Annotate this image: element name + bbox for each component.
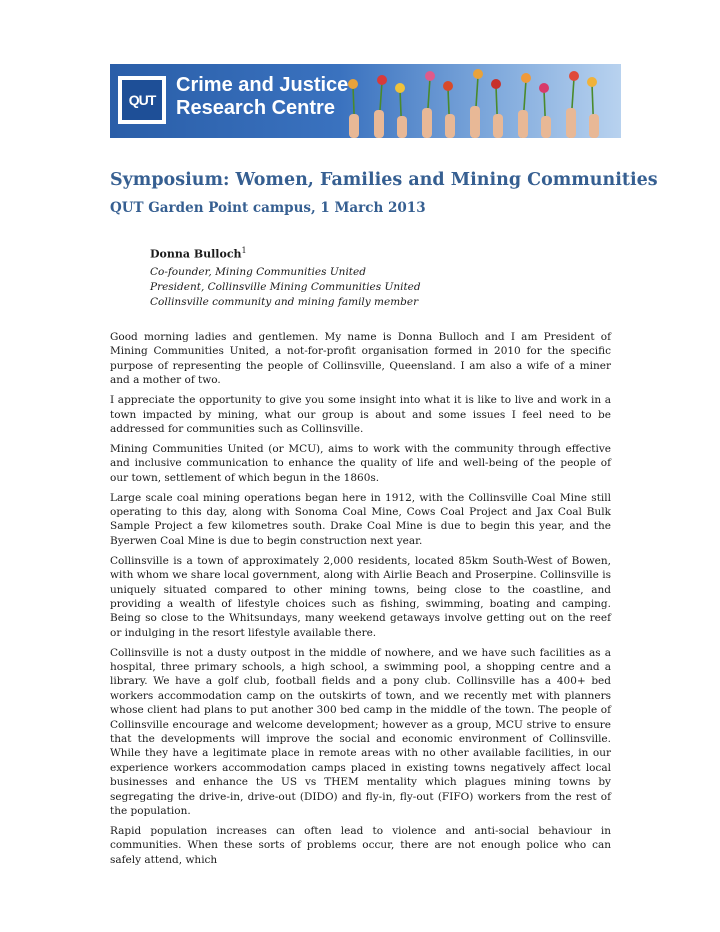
body-paragraph: Collinsville is a town of approximately 2,000 residents, located 85km South-West of Bowen, with whom we share local government, along with Airlie Beach and Proserpine. Collinsville is uniquely situated compared to other mining towns, being close to the coastline, and providing a wealth of lifestyle choices such as fishing, swimming, boating and camping. Being so close to the Whitsundays, many weekend getaways involve getting out on the reef or indulging in the resort lifestyle available there. bbox=[110, 554, 611, 639]
author-role: Co-founder, Mining Communities United bbox=[150, 266, 366, 278]
qut-logo-text: QUT bbox=[122, 80, 162, 120]
author-role: Collinsville community and mining family member bbox=[150, 296, 419, 308]
footnote-mark[interactable]: 1 bbox=[241, 246, 247, 255]
author-name bbox=[150, 246, 247, 261]
body-paragraph: I appreciate the opportunity to give you some insight into what it is like to live and work in a town impacted by mining, what our group is about and some issues I feel need to be addressed for communities such as Collinsville. bbox=[110, 394, 611, 435]
body-paragraph: Rapid population increases can often lead to violence and anti-social behaviour in communities. When these sorts of problems occur, there are not enough police who can safely attend, which bbox=[110, 825, 611, 866]
centre-name-line1: Crime and Justice bbox=[176, 74, 349, 96]
raised-hands-flowers-icon bbox=[110, 64, 621, 138]
body-paragraph: Large scale coal mining operations began here in 1912, with the Collinsville Coal Mine still operating to this day, along with Sonoma Coal Mine, Cows Coal Project and Jax Coal Bulk Sample Project a few kilometres south. Drake Coal Mine is due to begin this year, and the Byerwen Coal Mine is due to begin construction next year. bbox=[110, 491, 611, 547]
document-subtitle: QUT Garden Point campus, 1 March 2013 bbox=[110, 200, 426, 216]
body-paragraph: Good morning ladies and gentlemen. My name is Donna Bulloch and I am President of Mining Communities United, a not-for-profit organisation formed in 2010 for the specific purpose of representing the people of Collinsville, Queensland. I am also a wife of a miner and a mother of two. bbox=[110, 331, 611, 387]
author-roles bbox=[150, 265, 421, 310]
body-paragraph: Collinsville is not a dusty outpost in the middle of nowhere, and we have such facilities as a hospital, three primary schools, a high school, a swimming pool, a shopping centre and a library. We have a golf club, football fields and a pony club. Collinsville has a 400+ bed workers accommodation camp on the outskirts of town, and we recently met with planners whose client had plans to put another 300 bed camp in the middle of the town. The people of Collinsville encourage and welcome development; however as a group, MCU strive to ensure that the developments will improve the social and economic environment of Collinsville. While they have a legitimate place in remote areas with no other available facilities, in our experience workers accommodation camps placed in existing towns negatively affect local businesses and enhance the US vs THEM mentality which plagues mining towns by segregating the drive-in, drive-out (DIDO) and fly-in, fly-out (FIFO) workers from the rest of the population. bbox=[110, 646, 611, 818]
body-paragraph: Mining Communities United (or MCU), aims to work with the community through effective and inclusive communication to enhance the quality of life and well-being of the people of our town, settlement of which begun in the 1860s. bbox=[110, 442, 611, 484]
author-role: President, Collinsville Mining Communities United bbox=[150, 281, 421, 293]
document-body bbox=[110, 330, 611, 873]
header-banner bbox=[110, 64, 621, 138]
document-title: Symposium: Women, Families and Mining Communities bbox=[110, 170, 658, 190]
centre-name-line2: Research Centre bbox=[176, 97, 335, 119]
author-name-text: Donna Bulloch bbox=[150, 247, 242, 261]
